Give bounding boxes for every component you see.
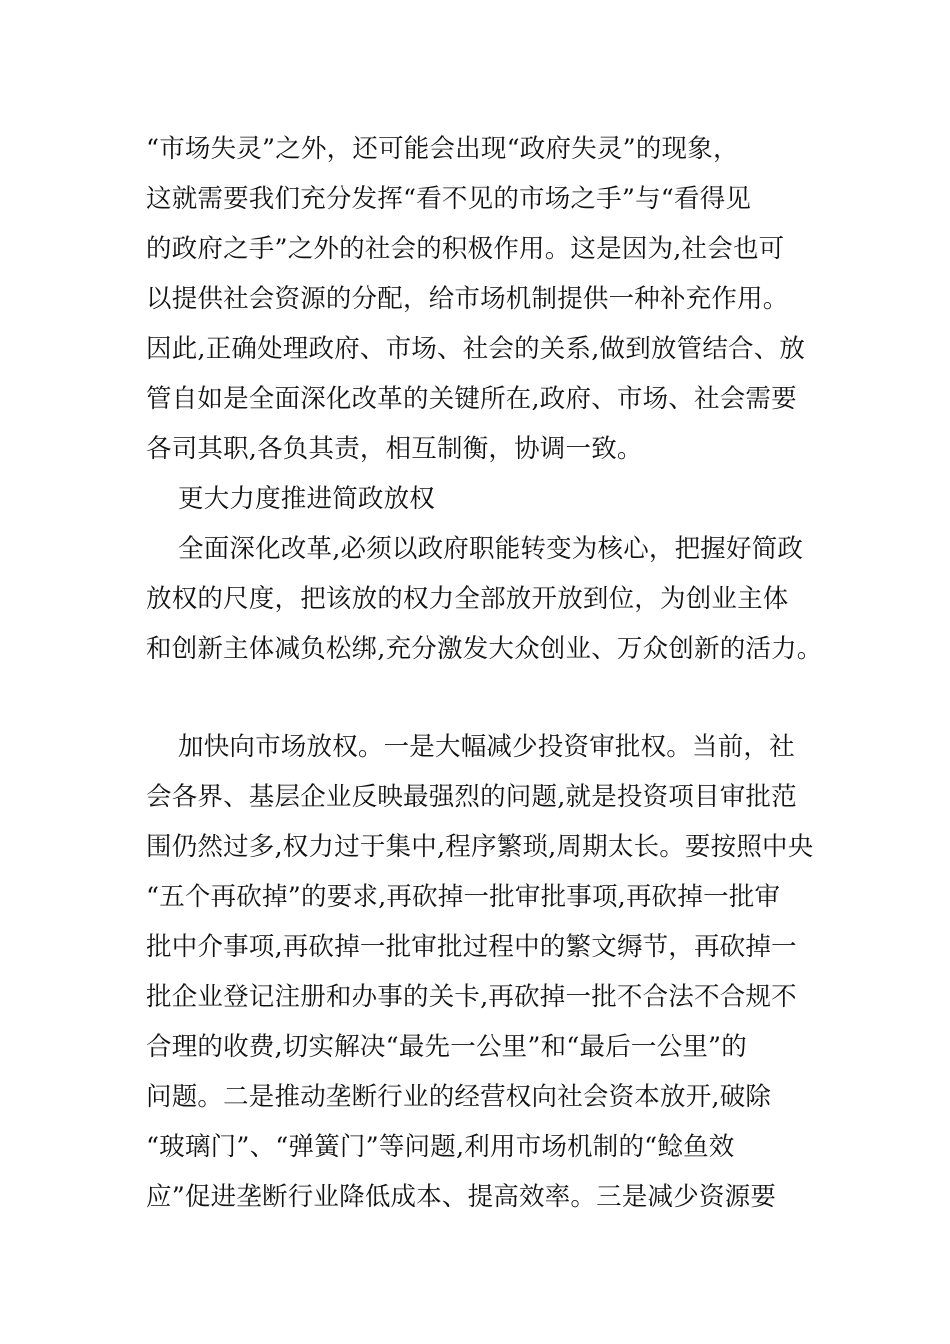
paragraph-3-line-1: 全面深化改革,必须以政府职能转变为核心，把握好简政: [178, 534, 804, 564]
paragraph-1-line-3: 的政府之手”之外的社会的积极作用。这是因为,社会也可: [146, 234, 785, 264]
paragraph-4-line-1: 加快向市场放权。一是大幅减少投资审批权。当前，社: [178, 732, 795, 762]
paragraph-1-line-2: 这就需要我们充分发挥“看不见的市场之手”与“看得见: [146, 184, 752, 214]
paragraph-1-line-7: 各司其职,各负其责，相互制衡，协调一致。: [146, 434, 643, 464]
paragraph-1-line-1: “市场失灵”之外，还可能会出现“政府失灵”的现象，: [146, 134, 739, 164]
paragraph-4-line-6: 批企业登记注册和办事的关卡,再砍掉一批不合法不合规不: [146, 982, 797, 1012]
paragraph-4-line-2: 会各界、基层企业反映最强烈的问题,就是投资项目审批范: [146, 782, 797, 812]
paragraph-4-line-4: “五个再砍掉”的要求,再砍掉一批审批事项,再砍掉一批审: [146, 882, 781, 912]
paragraph-4-line-8: 问题。二是推动垄断行业的经营权向社会资本放开,破除: [146, 1082, 772, 1112]
paragraph-4-line-7: 合理的收费,切实解决“最先一公里”和“最后一公里”的: [146, 1032, 747, 1062]
paragraph-1-line-6: 管自如是全面深化改革的关键所在,政府、市场、社会需要: [146, 384, 797, 414]
paragraph-4-line-10: 应”促进垄断行业降低成本、提高效率。三是减少资源要: [146, 1182, 777, 1212]
paragraph-3-line-2: 放权的尺度，把该放的权力全部放开放到位，为创业主体: [146, 584, 789, 614]
paragraph-1-line-5: 因此,正确处理政府、市场、社会的关系,做到放管结合、放: [146, 334, 806, 364]
paragraph-4-line-9: “玻璃门”、“弹簧门”等问题,利用市场机制的“鲶鱼效: [146, 1132, 735, 1162]
paragraph-3-line-3: 和创新主体减负松绑,充分激发大众创业、万众创新的活力。: [146, 634, 823, 664]
paragraph-4-line-5: 批中介事项,再砍掉一批审批过程中的繁文缛节，再砍掉一: [146, 932, 797, 962]
paragraph-1-line-4: 以提供社会资源的分配，给市场机制提供一种补充作用。: [146, 284, 789, 314]
section-heading: 更大力度推进简政放权: [178, 484, 436, 514]
paragraph-4-line-3: 围仍然过多,权力过于集中,程序繁琐,周期太长。要按照中央: [146, 832, 814, 862]
